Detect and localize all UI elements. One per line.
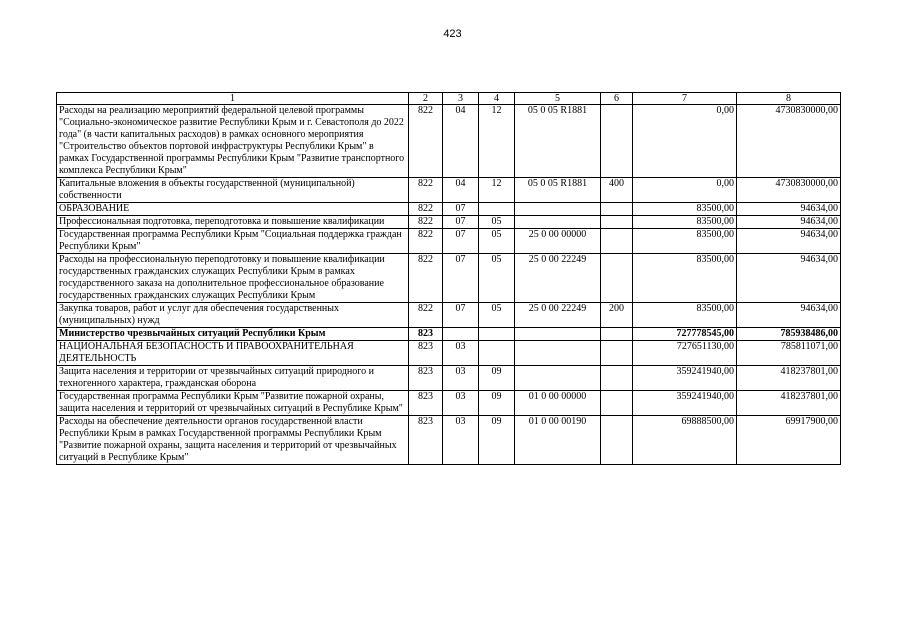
subsection-code — [479, 328, 515, 341]
ministry-code: 822 — [409, 254, 443, 303]
target-article-code: 05 0 05 R1881 — [515, 178, 601, 203]
table-row — [57, 216, 841, 229]
section-code: 03 — [443, 366, 479, 391]
amount-col8: 94634,00 — [737, 229, 841, 254]
amount-col7: 727651130,00 — [633, 341, 737, 366]
row-name: Расходы на профессиональную переподготовку и повышение квалификации государственных гражданских служащих Республики Крым в рамках государственного заказа на дополнительное профессиональное образование государственных гражданских служащих Республики Крым — [57, 254, 409, 303]
row-name: Расходы на обеспечение деятельности органов государственной власти Республики Крым в рамках Государственной программы Республики Крым "Развитие пожарной охраны, защита населения и территорий от чрезвычайных ситуаций в Республике Крым" — [57, 416, 409, 465]
ministry-code: 822 — [409, 178, 443, 203]
target-article-code: 01 0 00 00190 — [515, 416, 601, 465]
row-name: НАЦИОНАЛЬНАЯ БЕЗОПАСНОСТЬ И ПРАВООХРАНИТЕЛЬНАЯ ДЕЯТЕЛЬНОСТЬ — [57, 341, 409, 366]
amount-col8: 785811071,00 — [737, 341, 841, 366]
amount-col7: 83500,00 — [633, 229, 737, 254]
expense-type-code — [601, 391, 633, 416]
column-header: 8 — [737, 93, 841, 105]
amount-col8: 418237801,00 — [737, 391, 841, 416]
table-row — [57, 341, 841, 366]
section-code: 07 — [443, 203, 479, 216]
ministry-code: 823 — [409, 328, 443, 341]
column-header: 7 — [633, 93, 737, 105]
expense-type-code — [601, 229, 633, 254]
page-number: 423 — [443, 28, 462, 40]
table-row — [57, 366, 841, 391]
amount-col8: 94634,00 — [737, 216, 841, 229]
section-code — [443, 328, 479, 341]
column-header: 6 — [601, 93, 633, 105]
target-article-code — [515, 341, 601, 366]
ministry-code: 823 — [409, 341, 443, 366]
subsection-code: 09 — [479, 366, 515, 391]
amount-col7: 727778545,00 — [633, 328, 737, 341]
section-code: 03 — [443, 341, 479, 366]
target-article-code — [515, 366, 601, 391]
ministry-code: 823 — [409, 416, 443, 465]
amount-col7: 83500,00 — [633, 303, 737, 328]
row-name: Профессиональная подготовка, переподготовка и повышение квалификации — [57, 216, 409, 229]
subsection-code: 09 — [479, 391, 515, 416]
amount-col8: 94634,00 — [737, 203, 841, 216]
subsection-code — [479, 341, 515, 366]
amount-col7: 359241940,00 — [633, 366, 737, 391]
row-name: Капитальные вложения в объекты государственной (муниципальной) собственности — [57, 178, 409, 203]
table-row — [57, 416, 841, 465]
column-header: 3 — [443, 93, 479, 105]
target-article-code: 05 0 05 R1881 — [515, 105, 601, 178]
target-article-code: 25 0 00 22249 — [515, 254, 601, 303]
amount-col8: 418237801,00 — [737, 366, 841, 391]
amount-col7: 0,00 — [633, 178, 737, 203]
table-row — [57, 391, 841, 416]
row-name: Государственная программа Республики Крым "Развитие пожарной охраны, защита населения и территорий от чрезвычайных ситуаций в Республике Крым" — [57, 391, 409, 416]
target-article-code: 25 0 00 00000 — [515, 229, 601, 254]
row-name: Расходы на реализацию мероприятий федеральной целевой программы "Социально-экономическое развитие Республики Крым и г. Севастополя до 2022 года" (в части капитальных расходов) в рамках основного мероприятия "Строительство объектов портовой инфраструктуры Республики Крым" в рамках Государственной программы Республики Крым "Развитие транспортного комплекса Республики Крым" — [57, 105, 409, 178]
row-name: Защита населения и территории от чрезвычайных ситуаций природного и техногенного характера, гражданская оборона — [57, 366, 409, 391]
amount-col7: 359241940,00 — [633, 391, 737, 416]
subsection-code — [479, 203, 515, 216]
row-name: Министерство чрезвычайных ситуаций Республики Крым — [57, 328, 409, 341]
table-row — [57, 105, 841, 178]
amount-col7: 83500,00 — [633, 203, 737, 216]
expense-type-code — [601, 366, 633, 391]
subsection-code: 05 — [479, 229, 515, 254]
target-article-code — [515, 203, 601, 216]
column-header: 5 — [515, 93, 601, 105]
amount-col8: 4730830000,00 — [737, 178, 841, 203]
subsection-code: 09 — [479, 416, 515, 465]
expense-type-code — [601, 341, 633, 366]
target-article-code: 01 0 00 00000 — [515, 391, 601, 416]
subsection-code: 05 — [479, 216, 515, 229]
amount-col7: 69888500,00 — [633, 416, 737, 465]
expense-type-code — [601, 216, 633, 229]
amount-col8: 69917900,00 — [737, 416, 841, 465]
table-body — [57, 105, 841, 465]
section-code: 04 — [443, 105, 479, 178]
subsection-code: 05 — [479, 254, 515, 303]
ministry-code: 822 — [409, 203, 443, 216]
column-number-row — [57, 93, 841, 105]
amount-col7: 83500,00 — [633, 254, 737, 303]
expense-type-code: 400 — [601, 178, 633, 203]
column-header: 2 — [409, 93, 443, 105]
subsection-code: 05 — [479, 303, 515, 328]
ministry-code: 822 — [409, 229, 443, 254]
amount-col8: 94634,00 — [737, 303, 841, 328]
expense-type-code — [601, 203, 633, 216]
expense-type-code — [601, 254, 633, 303]
subsection-code: 12 — [479, 105, 515, 178]
ministry-code: 822 — [409, 105, 443, 178]
section-code: 03 — [443, 416, 479, 465]
section-code: 03 — [443, 391, 479, 416]
target-article-code: 25 0 00 22249 — [515, 303, 601, 328]
row-name: Закупка товаров, работ и услуг для обеспечения государственных (муниципальных) нужд — [57, 303, 409, 328]
ministry-code: 822 — [409, 216, 443, 229]
section-code: 07 — [443, 229, 479, 254]
table-row — [57, 254, 841, 303]
expense-type-code — [601, 416, 633, 465]
table-row — [57, 303, 841, 328]
amount-col7: 0,00 — [633, 105, 737, 178]
budget-table — [56, 92, 841, 465]
subsection-code: 12 — [479, 178, 515, 203]
expense-type-code — [601, 328, 633, 341]
table-row — [57, 229, 841, 254]
amount-col8: 785938486,00 — [737, 328, 841, 341]
ministry-code: 822 — [409, 303, 443, 328]
section-code: 07 — [443, 216, 479, 229]
row-name: Государственная программа Республики Крым "Социальная поддержка граждан Республики Крым" — [57, 229, 409, 254]
target-article-code — [515, 216, 601, 229]
amount-col8: 94634,00 — [737, 254, 841, 303]
table-row — [57, 178, 841, 203]
table-row — [57, 328, 841, 341]
row-name: ОБРАЗОВАНИЕ — [57, 203, 409, 216]
amount-col8: 4730830000,00 — [737, 105, 841, 178]
ministry-code: 823 — [409, 366, 443, 391]
expense-type-code: 200 — [601, 303, 633, 328]
table-row — [57, 203, 841, 216]
column-header: 4 — [479, 93, 515, 105]
amount-col7: 83500,00 — [633, 216, 737, 229]
expense-type-code — [601, 105, 633, 178]
section-code: 04 — [443, 178, 479, 203]
column-header: 1 — [57, 93, 409, 105]
section-code: 07 — [443, 303, 479, 328]
ministry-code: 823 — [409, 391, 443, 416]
section-code: 07 — [443, 254, 479, 303]
target-article-code — [515, 328, 601, 341]
